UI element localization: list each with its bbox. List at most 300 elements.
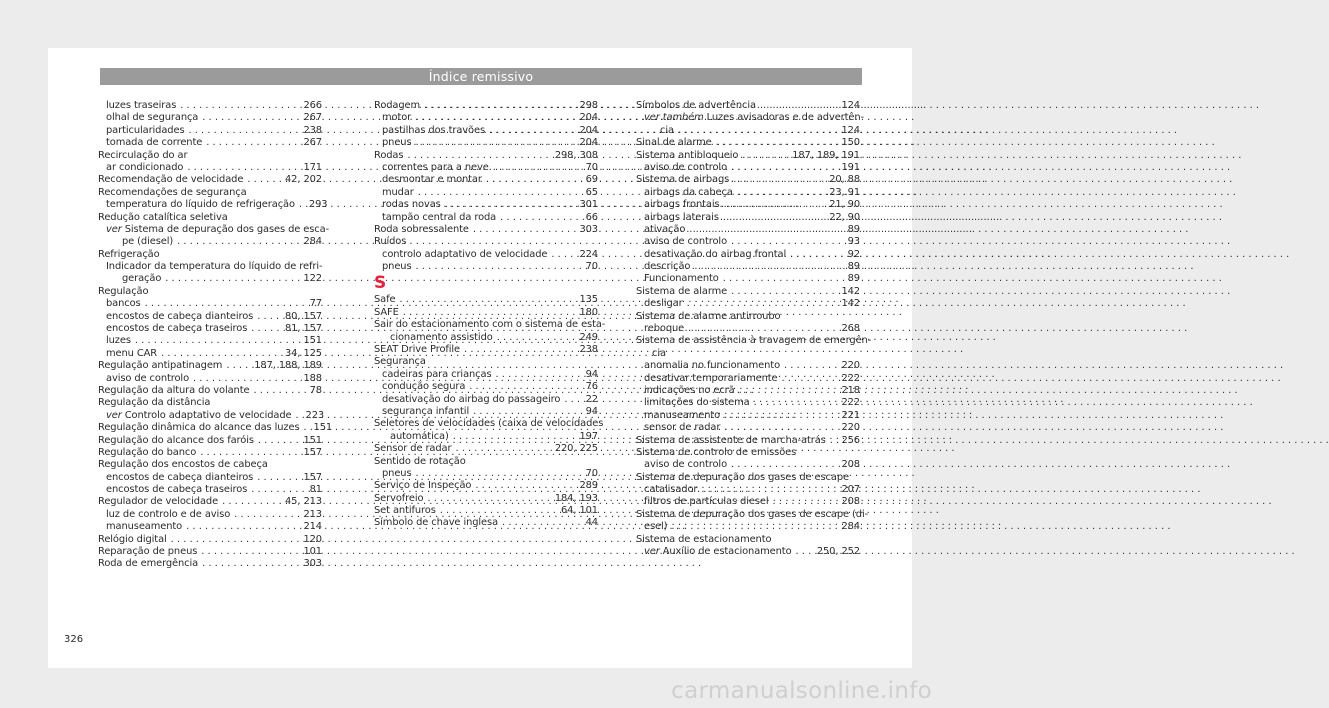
index-entry — [374, 344, 598, 356]
index-page-ref: 157 — [303, 446, 322, 458]
dot-leader — [201, 546, 299, 558]
index-heading — [374, 356, 598, 368]
index-heading — [374, 418, 604, 430]
page-number: 326 — [64, 634, 84, 645]
index-entry — [98, 348, 322, 360]
index-page-ref: 151 — [303, 434, 322, 446]
index-page-ref: 142 — [841, 298, 860, 310]
index-entry-text: rodas novas — [382, 199, 441, 211]
index-entry-text: Sair do estacionamento com o sistema de esta- — [374, 319, 606, 331]
index-entry — [374, 381, 598, 393]
index-entry-text: Sistema de assistente de marcha-atrás — [636, 434, 826, 446]
index-entry-text: airbags laterais — [644, 211, 719, 223]
index-entry — [98, 112, 322, 124]
dot-leader — [489, 125, 575, 137]
dot-leader — [473, 224, 576, 236]
index-entry-text: geração — [122, 273, 162, 285]
index-entry-text: correntes para a neve — [382, 161, 489, 173]
index-entry-text: catalisador — [644, 484, 698, 496]
index-entry-text: encostos de cabeça dianteiros — [106, 471, 254, 483]
index-page-ref: 250, 252 — [816, 546, 860, 558]
index-page-ref: 208 — [841, 459, 860, 471]
index-entry-text: SEAT Drive Profile — [374, 344, 461, 356]
index-page-ref: 180 — [579, 306, 598, 318]
dot-leader — [497, 332, 576, 344]
index-entry-text: Regulação do banco — [98, 446, 197, 458]
dot-leader — [724, 199, 826, 211]
index-page-ref: 81, 157 — [285, 323, 322, 335]
index-page-ref: 197 — [579, 430, 598, 442]
index-entry-text: luzes traseiras — [106, 99, 177, 111]
index-entry — [374, 249, 598, 261]
index-entry-text: Funcionamento — [644, 273, 719, 285]
index-heading — [636, 112, 864, 124]
index-page-ref: 124 — [841, 99, 860, 111]
index-entry-text: aviso de controlo — [644, 459, 728, 471]
index-entry-text: Regulador de velocidade — [98, 496, 219, 508]
index-entry-text: Regulação dinâmica do alcance das luzes — [98, 422, 300, 434]
dot-leader — [473, 406, 582, 418]
index-column-2 — [374, 99, 606, 530]
index-entry-text: esel) — [644, 521, 668, 533]
index-entry-text: Seletores de velocidades (caixa de velocidades — [374, 418, 604, 430]
index-heading — [98, 187, 322, 199]
index-entry-text: Sistema de alarme — [636, 285, 728, 297]
index-entry-text: pastilhas dos travões — [382, 124, 486, 136]
dot-leader — [830, 435, 838, 447]
dot-leader — [206, 137, 299, 149]
index-entry-text: Sistema de assistência à travagem de emergên- — [636, 335, 872, 347]
index-entry-text: encostos de cabeça traseiros — [106, 484, 248, 496]
index-entry-text: Sistema de controlo de emissões — [636, 446, 797, 458]
index-entry-text: Rodas — [374, 149, 404, 161]
index-entry-text: encostos de cabeça traseiros — [106, 323, 248, 335]
index-heading — [636, 508, 869, 521]
index-heading — [98, 286, 322, 298]
index-heading — [98, 397, 322, 409]
index-entry-text: Roda sobressalente — [374, 223, 469, 235]
index-entry-text: luz de controlo e de aviso — [106, 508, 231, 520]
dot-leader — [424, 100, 575, 112]
index-entry — [98, 323, 322, 335]
index-page-ref: 224 — [579, 248, 598, 260]
index-entry — [98, 100, 322, 112]
index-page-ref: 213 — [303, 508, 322, 520]
dot-leader — [716, 137, 838, 149]
index-entry-text: manuseamento — [106, 521, 183, 533]
index-page-ref: 157 — [303, 471, 322, 483]
dot-leader — [723, 212, 825, 224]
dot-leader — [796, 546, 813, 558]
index-entry-text: anomalia no funcionamento — [644, 360, 781, 372]
index-entry — [374, 187, 598, 199]
index-entry-text: Símbolo de chave inglesa — [374, 517, 499, 529]
index-entry-text: desativar temporariamente — [644, 372, 778, 384]
dot-leader — [202, 558, 299, 570]
index-heading — [98, 223, 330, 236]
index-entry — [374, 137, 598, 149]
index-entry — [98, 125, 322, 137]
index-entry-text: ativação — [644, 223, 686, 235]
dot-leader — [502, 517, 582, 529]
index-entry-text: aviso de controlo — [106, 372, 190, 384]
index-entry-text: Sistema de depuração dos gases de escape — [636, 471, 849, 483]
dot-leader — [723, 273, 844, 285]
index-entry-text: Redução catalítica seletiva — [98, 211, 228, 223]
dot-leader — [737, 187, 825, 199]
index-entry-text: Sistema de depuração dos gases de escape (di- — [636, 508, 869, 520]
index-entry-text: ver também Luzes avisadoras e de advertên- — [644, 112, 864, 124]
index-entry-text: manuseamento — [644, 409, 721, 421]
index-heading — [636, 348, 860, 360]
dot-leader — [135, 335, 300, 347]
dot-leader — [687, 298, 838, 310]
index-entry — [374, 212, 598, 224]
index-entry — [374, 394, 598, 406]
index-entry-text: desligar — [644, 298, 683, 310]
index-entry — [98, 534, 322, 546]
index-entry — [636, 273, 860, 285]
index-page-ref: 142 — [841, 285, 860, 297]
dot-leader — [202, 112, 299, 124]
index-page-ref: 204 — [579, 137, 598, 149]
dot-leader — [177, 236, 299, 248]
index-entry — [374, 369, 598, 381]
index-page-ref: 81 — [309, 484, 322, 496]
index-page-ref: 204 — [579, 124, 598, 136]
index-page-ref: 151 — [313, 422, 333, 434]
dot-leader — [187, 162, 299, 174]
index-page-ref: 124 — [841, 124, 860, 136]
dot-leader — [299, 199, 305, 211]
index-entry — [636, 410, 860, 422]
index-entry-text: Segurança — [374, 356, 426, 368]
index-entry-text: reboque — [644, 323, 685, 335]
index-entry-text: luzes — [106, 335, 131, 347]
index-entry-text: encostos de cabeça dianteiros — [106, 310, 254, 322]
index-page-ref: 69 — [585, 174, 598, 186]
index-entry — [98, 373, 322, 385]
index-page-ref: 66 — [585, 211, 598, 223]
index-entry-text: pneus — [382, 261, 412, 273]
index-entry-text: filtros de partículas diesel — [644, 496, 769, 508]
index-entry — [636, 174, 860, 186]
dot-leader — [251, 323, 281, 335]
dot-leader — [253, 385, 305, 397]
index-entry-text: SAFE — [374, 306, 399, 318]
index-page-ref: 298, 308 — [554, 149, 598, 161]
index-entry — [98, 509, 322, 521]
index-entry — [98, 162, 322, 174]
index-page-ref: 101 — [303, 546, 322, 558]
index-entry-text: Regulação antipatinagem — [98, 360, 223, 372]
dot-leader — [226, 360, 250, 372]
index-entry — [98, 298, 322, 310]
index-page-ref: 23, 91 — [829, 186, 860, 198]
index-entry — [636, 360, 860, 372]
index-column-1 — [98, 99, 333, 571]
index-entry — [636, 373, 860, 385]
index-entry — [636, 435, 860, 447]
index-entry-text: airbags frontais — [644, 199, 720, 211]
index-page-ref: 191 — [841, 161, 860, 173]
index-entry — [636, 162, 860, 174]
index-entry — [98, 546, 322, 558]
dot-leader — [475, 480, 575, 492]
index-heading — [636, 534, 860, 546]
index-column-3 — [636, 99, 872, 558]
index-entry-text: Servofreio — [374, 492, 424, 504]
index-entry — [374, 174, 598, 186]
index-entry-text: airbags da cabeça — [644, 186, 733, 198]
index-entry — [98, 174, 322, 186]
index-entry — [636, 298, 860, 310]
index-entry-text: ar condicionado — [106, 161, 184, 173]
dot-leader — [222, 496, 281, 508]
index-entry — [636, 497, 860, 509]
index-page-ref: 303 — [579, 223, 598, 235]
index-entry — [98, 497, 322, 509]
index-entry-text: Safe — [374, 294, 396, 306]
index-heading — [374, 236, 598, 248]
dot-leader — [773, 496, 838, 508]
dot-leader — [189, 125, 300, 137]
dot-leader — [724, 422, 837, 434]
index-heading — [98, 261, 322, 273]
dot-leader — [193, 373, 299, 385]
dot-leader — [161, 348, 281, 360]
dot-leader — [754, 397, 838, 409]
dot-leader — [416, 137, 576, 149]
index-page-ref: 122 — [303, 273, 322, 285]
index-page-ref: 171 — [303, 161, 322, 173]
index-entry-text: desmontar e montar — [382, 174, 482, 186]
dot-leader — [731, 459, 837, 471]
index-entry — [636, 224, 860, 236]
index-page-ref: 70 — [585, 261, 598, 273]
dot-leader — [440, 505, 557, 517]
index-page-ref: 80, 157 — [285, 310, 322, 322]
index-entry-text: Ruídos — [374, 236, 407, 248]
index-entry-text: desativação do airbag frontal — [644, 248, 787, 260]
index-entry-text: Regulação — [98, 285, 149, 297]
dot-leader — [296, 410, 302, 422]
index-page-ref: 221 — [841, 409, 860, 421]
index-page-ref: 20, 88 — [829, 174, 860, 186]
index-page-ref: 65 — [585, 186, 598, 198]
index-heading — [98, 459, 322, 471]
index-entry — [98, 472, 322, 484]
index-entry-text: Sistema de alarme antirroubo — [636, 310, 781, 322]
index-entry-text: Set antifuros — [374, 505, 436, 517]
index-page-ref: 284 — [841, 521, 860, 533]
index-page-ref: 268 — [841, 323, 860, 335]
index-entry — [374, 261, 598, 273]
dot-leader — [724, 410, 837, 422]
index-entry — [98, 311, 322, 323]
index-entry-text: indicações no ecrã — [644, 384, 735, 396]
dot-leader — [445, 199, 576, 211]
dot-leader — [694, 261, 843, 273]
index-entry-text: tomada de corrente — [106, 137, 203, 149]
dot-leader — [234, 509, 299, 521]
index-entry — [636, 459, 860, 471]
dot-leader — [500, 212, 581, 224]
index-entry — [374, 443, 598, 455]
index-entry — [636, 521, 860, 533]
index-page-ref: 222 — [841, 372, 860, 384]
index-heading — [374, 456, 598, 468]
index-entry — [374, 162, 598, 174]
index-entry-text: cia — [660, 124, 674, 136]
index-entry — [98, 236, 322, 248]
index-page-ref: 45, 213 — [285, 496, 322, 508]
index-page-ref: 220, 225 — [554, 443, 598, 455]
header-title: Índice remissivo — [428, 69, 534, 84]
index-page-ref: 220 — [841, 422, 860, 434]
dot-leader — [403, 307, 576, 319]
index-entry-text: Símbolos de advertência — [636, 99, 756, 111]
index-page-ref: 218 — [841, 384, 860, 396]
dot-leader — [180, 100, 299, 112]
index-page-ref: 208 — [841, 496, 860, 508]
index-entry — [636, 150, 860, 162]
dot-leader — [418, 187, 582, 199]
index-page-ref: 42, 202 — [285, 174, 322, 186]
dot-leader — [496, 369, 582, 381]
index-entry — [636, 397, 860, 409]
index-entry — [374, 493, 598, 505]
dot-leader — [257, 311, 281, 323]
index-entry-text: Sentido de rotação — [374, 455, 466, 467]
index-page-ref: 266 — [303, 99, 322, 111]
index-page-ref: 267 — [303, 112, 322, 124]
dot-leader — [427, 493, 550, 505]
index-entry-text: automática) — [390, 430, 449, 442]
dot-leader — [453, 431, 576, 443]
index-entry — [636, 125, 860, 137]
dot-leader — [784, 360, 837, 372]
dot-leader — [416, 468, 582, 480]
dot-leader — [689, 224, 843, 236]
dot-leader — [145, 298, 306, 310]
index-page-ref: 22 — [585, 393, 598, 405]
index-entry-text: ver Auxílio de estacionamento — [644, 546, 792, 558]
index-page-ref: 188 — [303, 372, 322, 384]
dot-leader — [257, 472, 299, 484]
index-entry-text: desativação do airbag do passageiro — [382, 393, 561, 405]
index-entry — [636, 236, 860, 248]
index-page-ref: 301 — [579, 199, 598, 211]
dot-leader — [165, 273, 299, 285]
index-page-ref: 222 — [841, 397, 860, 409]
dot-leader — [200, 447, 299, 459]
dot-leader — [733, 174, 825, 186]
index-entry-text: Serviço de Inspeção — [374, 480, 472, 492]
dot-leader — [551, 249, 575, 261]
index-entry — [636, 212, 860, 224]
index-entry-text: Recomendação de velocidade — [98, 174, 244, 186]
index-entry — [98, 521, 322, 533]
index-entry-text: cadeiras para crianças — [382, 368, 492, 380]
index-page-ref: 34, 125 — [285, 347, 322, 359]
index-entry — [636, 385, 860, 397]
index-entry — [98, 273, 322, 285]
dot-leader — [186, 521, 299, 533]
index-entry — [98, 422, 333, 434]
index-entry-text: Recomendações de segurança — [98, 186, 247, 198]
index-page-ref: 151 — [303, 335, 322, 347]
dot-leader — [251, 484, 305, 496]
index-entry — [98, 335, 322, 347]
index-entry-text: Indicador da temperatura do líquido de refri- — [106, 261, 323, 273]
index-entry-text: Regulação da altura do volante — [98, 384, 250, 396]
index-page-ref: 220 — [841, 360, 860, 372]
index-page-ref: 70 — [585, 467, 598, 479]
dot-leader — [455, 443, 550, 455]
index-entry — [98, 360, 322, 372]
index-entry-text: aviso de controlo — [644, 236, 728, 248]
index-page-ref: 76 — [585, 381, 598, 393]
index-page-ref: 89 — [847, 223, 860, 235]
index-entry — [374, 307, 598, 319]
index-entry — [374, 224, 598, 236]
dot-leader — [731, 162, 837, 174]
index-entry-text: sensor de radar — [644, 422, 721, 434]
index-page-ref: 187, 189, 191 — [792, 149, 860, 161]
index-page-ref: 77 — [309, 298, 322, 310]
index-entry-text: pneus — [382, 137, 412, 149]
index-entry-text: limitações do sistema — [644, 397, 750, 409]
index-entry-text: pe (diesel) — [122, 236, 174, 248]
dot-leader — [739, 385, 838, 397]
index-heading — [374, 319, 606, 331]
index-entry — [374, 112, 598, 124]
index-entry-text: Regulação da distância — [98, 397, 211, 409]
index-entry-text: Recirculação do ar — [98, 149, 188, 161]
index-entry — [374, 505, 598, 517]
index-page-ref: 187, 188, 189 — [254, 360, 322, 372]
index-entry-text: aviso de controlo — [644, 161, 728, 173]
index-entry-text: Sistema antibloqueio — [636, 149, 739, 161]
index-entry-text: Reparação de pneus — [98, 546, 198, 558]
index-entry-text: Regulação do alcance dos faróis — [98, 434, 254, 446]
index-entry — [374, 480, 598, 492]
index-page-ref: 289 — [579, 480, 598, 492]
index-page-ref: 207 — [841, 484, 860, 496]
index-entry — [374, 125, 598, 137]
index-page-ref: 303 — [303, 558, 322, 570]
dot-leader — [258, 435, 300, 447]
dot-leader — [760, 100, 838, 112]
index-letter-heading: S — [374, 273, 387, 294]
index-page-ref: 89 — [847, 261, 860, 273]
dot-leader — [464, 344, 575, 356]
index-entry-text: ver Controlo adaptativo de velocidade — [106, 409, 292, 421]
index-entry — [98, 137, 322, 149]
index-page-ref: 92 — [847, 248, 860, 260]
index-entry — [98, 484, 322, 496]
index-entry-text: Refrigeração — [98, 248, 160, 260]
index-entry — [98, 409, 325, 422]
index-entry-text: bancos — [106, 298, 141, 310]
dot-leader — [742, 150, 788, 162]
index-entry-text: Sistema de estacionamento — [636, 533, 772, 545]
dot-leader — [678, 125, 838, 137]
dot-leader — [731, 286, 837, 298]
dot-leader — [790, 249, 843, 261]
dot-leader — [304, 422, 310, 434]
